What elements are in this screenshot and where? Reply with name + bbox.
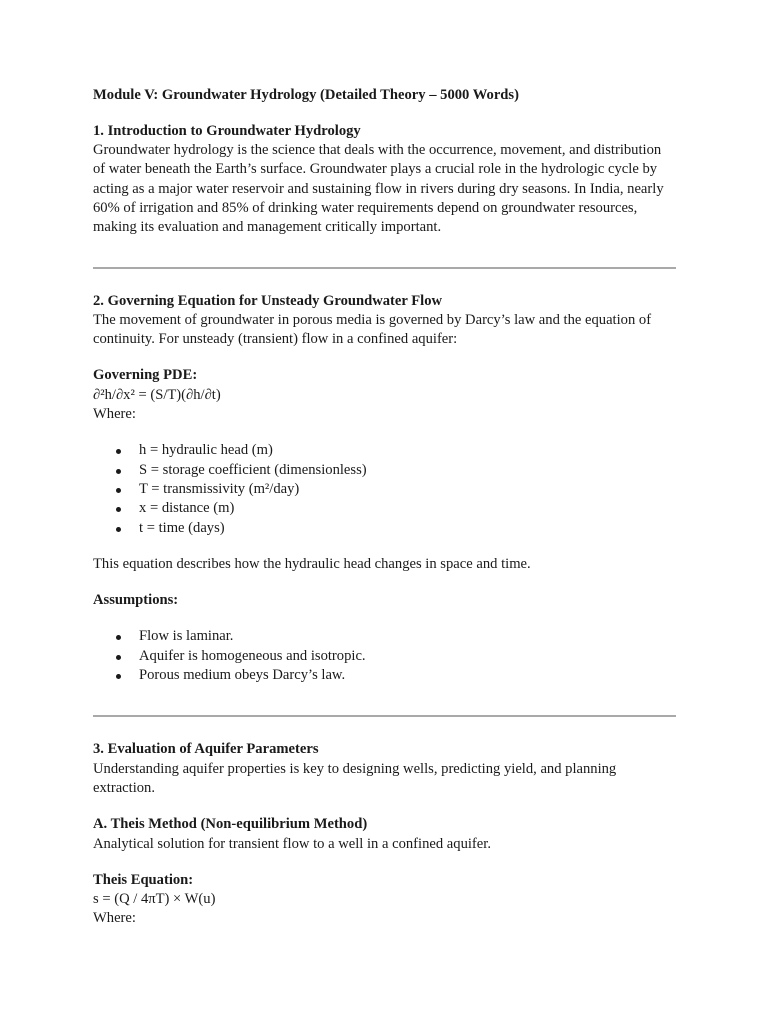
- document-page: [93, 86, 683, 929]
- section2-heading: 2. Governing Equation for Unsteady Groundwater Flow: [93, 292, 443, 309]
- theis-where: Where:: [93, 910, 136, 927]
- assumptions-heading: Assumptions:: [93, 592, 179, 609]
- variables-list: [93, 441, 683, 537]
- section1-body: Groundwater hydrology is the science that deals with the occurrence, movement, and distribution of water beneath the Earth’s surface. Groundwater plays a crucial role in the hydrologic cycle by acting as a major water reservoir and sustaining flow in rivers during dry seasons. In India, nearly 60% of irrigation and 85% of drinking water requirements depend on groundwater resources, making its evaluation and management critically important.: [93, 142, 664, 236]
- theis-equation: s = (Q / 4πT) × W(u): [93, 891, 216, 908]
- list-item: Flow is laminar.: [93, 627, 683, 646]
- document-title: Module V: Groundwater Hydrology (Detailed Theory – 5000 Words): [93, 87, 519, 103]
- section1-heading: 1. Introduction to Groundwater Hydrology: [93, 122, 361, 139]
- section2-body: The movement of groundwater in porous media is governed by Darcy’s law and the equation of continuity. For unsteady (transient) flow in a confined aquifer:: [93, 311, 652, 348]
- theis-equation-heading: Theis Equation:: [93, 871, 194, 888]
- list-item: x = distance (m): [93, 499, 683, 518]
- list-item: t = time (days): [93, 519, 683, 538]
- list-item: h = hydraulic head (m): [93, 441, 683, 460]
- list-item: Aquifer is homogeneous and isotropic.: [93, 647, 683, 666]
- pde-heading: Governing PDE:: [93, 367, 198, 384]
- assumptions-list: [93, 627, 683, 685]
- list-item: S = storage coefficient (dimensionless): [93, 461, 683, 480]
- theis-method-heading: A. Theis Method (Non-equilibrium Method): [93, 816, 368, 833]
- list-item: T = transmissivity (m²/day): [93, 480, 683, 499]
- theis-method-body: Analytical solution for transient flow to a well in a confined aquifer.: [93, 835, 491, 852]
- pde-where: Where:: [93, 406, 136, 423]
- section3-heading: 3. Evaluation of Aquifer Parameters: [93, 741, 319, 758]
- pde-equation: ∂²h/∂x² = (S/T)(∂h/∂t): [93, 386, 221, 403]
- pde-description: This equation describes how the hydraulic head changes in space and time.: [93, 555, 531, 572]
- list-item: Porous medium obeys Darcy’s law.: [93, 666, 683, 685]
- section3-body: Understanding aquifer properties is key to designing wells, predicting yield, and planning extraction.: [93, 760, 617, 796]
